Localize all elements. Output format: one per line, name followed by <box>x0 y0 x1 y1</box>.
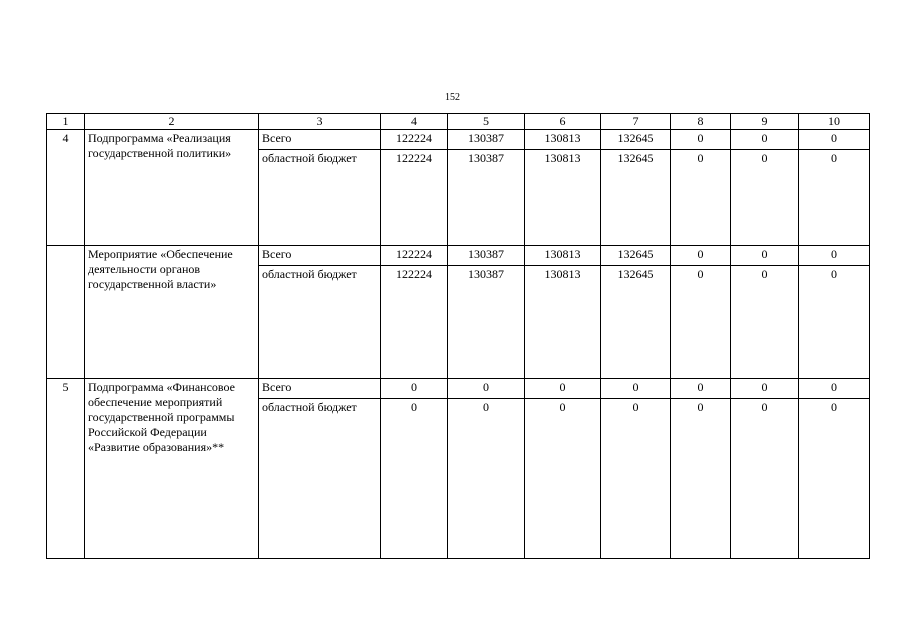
value-cell: 122224 <box>381 266 448 379</box>
header-cell: 6 <box>525 114 601 130</box>
value-cell: 0 <box>671 130 731 150</box>
value-cell: 130387 <box>448 266 525 379</box>
value-cell: 0 <box>525 399 601 559</box>
header-cell: 10 <box>799 114 870 130</box>
header-cell: 3 <box>259 114 381 130</box>
header-cell: 7 <box>601 114 671 130</box>
value-cell: 0 <box>799 379 870 399</box>
value-cell: 0 <box>671 150 731 246</box>
value-cell: 0 <box>799 130 870 150</box>
header-cell: 8 <box>671 114 731 130</box>
value-cell: 0 <box>731 130 799 150</box>
funding-source: Всего <box>259 379 381 399</box>
value-cell: 0 <box>799 399 870 559</box>
budget-table <box>46 113 870 559</box>
value-cell: 130813 <box>525 150 601 246</box>
value-cell: 122224 <box>381 130 448 150</box>
value-cell: 130387 <box>448 130 525 150</box>
program-name: Мероприятие «Обеспечение деятельности органов государственной власти» <box>85 246 259 379</box>
funding-source: областной бюджет <box>259 266 381 379</box>
header-row <box>47 114 870 130</box>
row-number <box>47 246 85 379</box>
value-cell: 0 <box>731 150 799 246</box>
funding-source: Всего <box>259 130 381 150</box>
value-cell: 0 <box>731 399 799 559</box>
table-row <box>47 130 870 150</box>
value-cell: 132645 <box>601 246 671 266</box>
header-cell: 4 <box>381 114 448 130</box>
funding-source: областной бюджет <box>259 150 381 246</box>
funding-source: областной бюджет <box>259 399 381 559</box>
value-cell: 0 <box>448 399 525 559</box>
value-cell: 0 <box>731 246 799 266</box>
row-number: 4 <box>47 130 85 246</box>
value-cell: 130387 <box>448 246 525 266</box>
value-cell: 130387 <box>448 150 525 246</box>
table-row <box>47 246 870 266</box>
row-number: 5 <box>47 379 85 559</box>
value-cell: 0 <box>731 379 799 399</box>
header-cell: 5 <box>448 114 525 130</box>
value-cell: 132645 <box>601 266 671 379</box>
value-cell: 132645 <box>601 130 671 150</box>
value-cell: 0 <box>381 399 448 559</box>
value-cell: 130813 <box>525 130 601 150</box>
value-cell: 132645 <box>601 150 671 246</box>
value-cell: 0 <box>799 266 870 379</box>
value-cell: 130813 <box>525 246 601 266</box>
value-cell: 0 <box>601 399 671 559</box>
value-cell: 0 <box>448 379 525 399</box>
funding-source: Всего <box>259 246 381 266</box>
header-cell: 2 <box>85 114 259 130</box>
program-name: Подпрограмма «Финансовое обеспечение мероприятий государственной программы Российской Федерации «Развитие образования»** <box>85 379 259 559</box>
value-cell: 0 <box>601 379 671 399</box>
header-cell: 1 <box>47 114 85 130</box>
value-cell: 0 <box>799 150 870 246</box>
value-cell: 0 <box>525 379 601 399</box>
value-cell: 0 <box>731 266 799 379</box>
value-cell: 0 <box>799 246 870 266</box>
value-cell: 0 <box>381 379 448 399</box>
header-cell: 9 <box>731 114 799 130</box>
program-name: Подпрограмма «Реализация государственной политики» <box>85 130 259 246</box>
value-cell: 0 <box>671 379 731 399</box>
value-cell: 130813 <box>525 266 601 379</box>
value-cell: 0 <box>671 266 731 379</box>
page-number: 152 <box>445 92 460 103</box>
value-cell: 122224 <box>381 150 448 246</box>
value-cell: 122224 <box>381 246 448 266</box>
value-cell: 0 <box>671 399 731 559</box>
value-cell: 0 <box>671 246 731 266</box>
table-row <box>47 379 870 399</box>
